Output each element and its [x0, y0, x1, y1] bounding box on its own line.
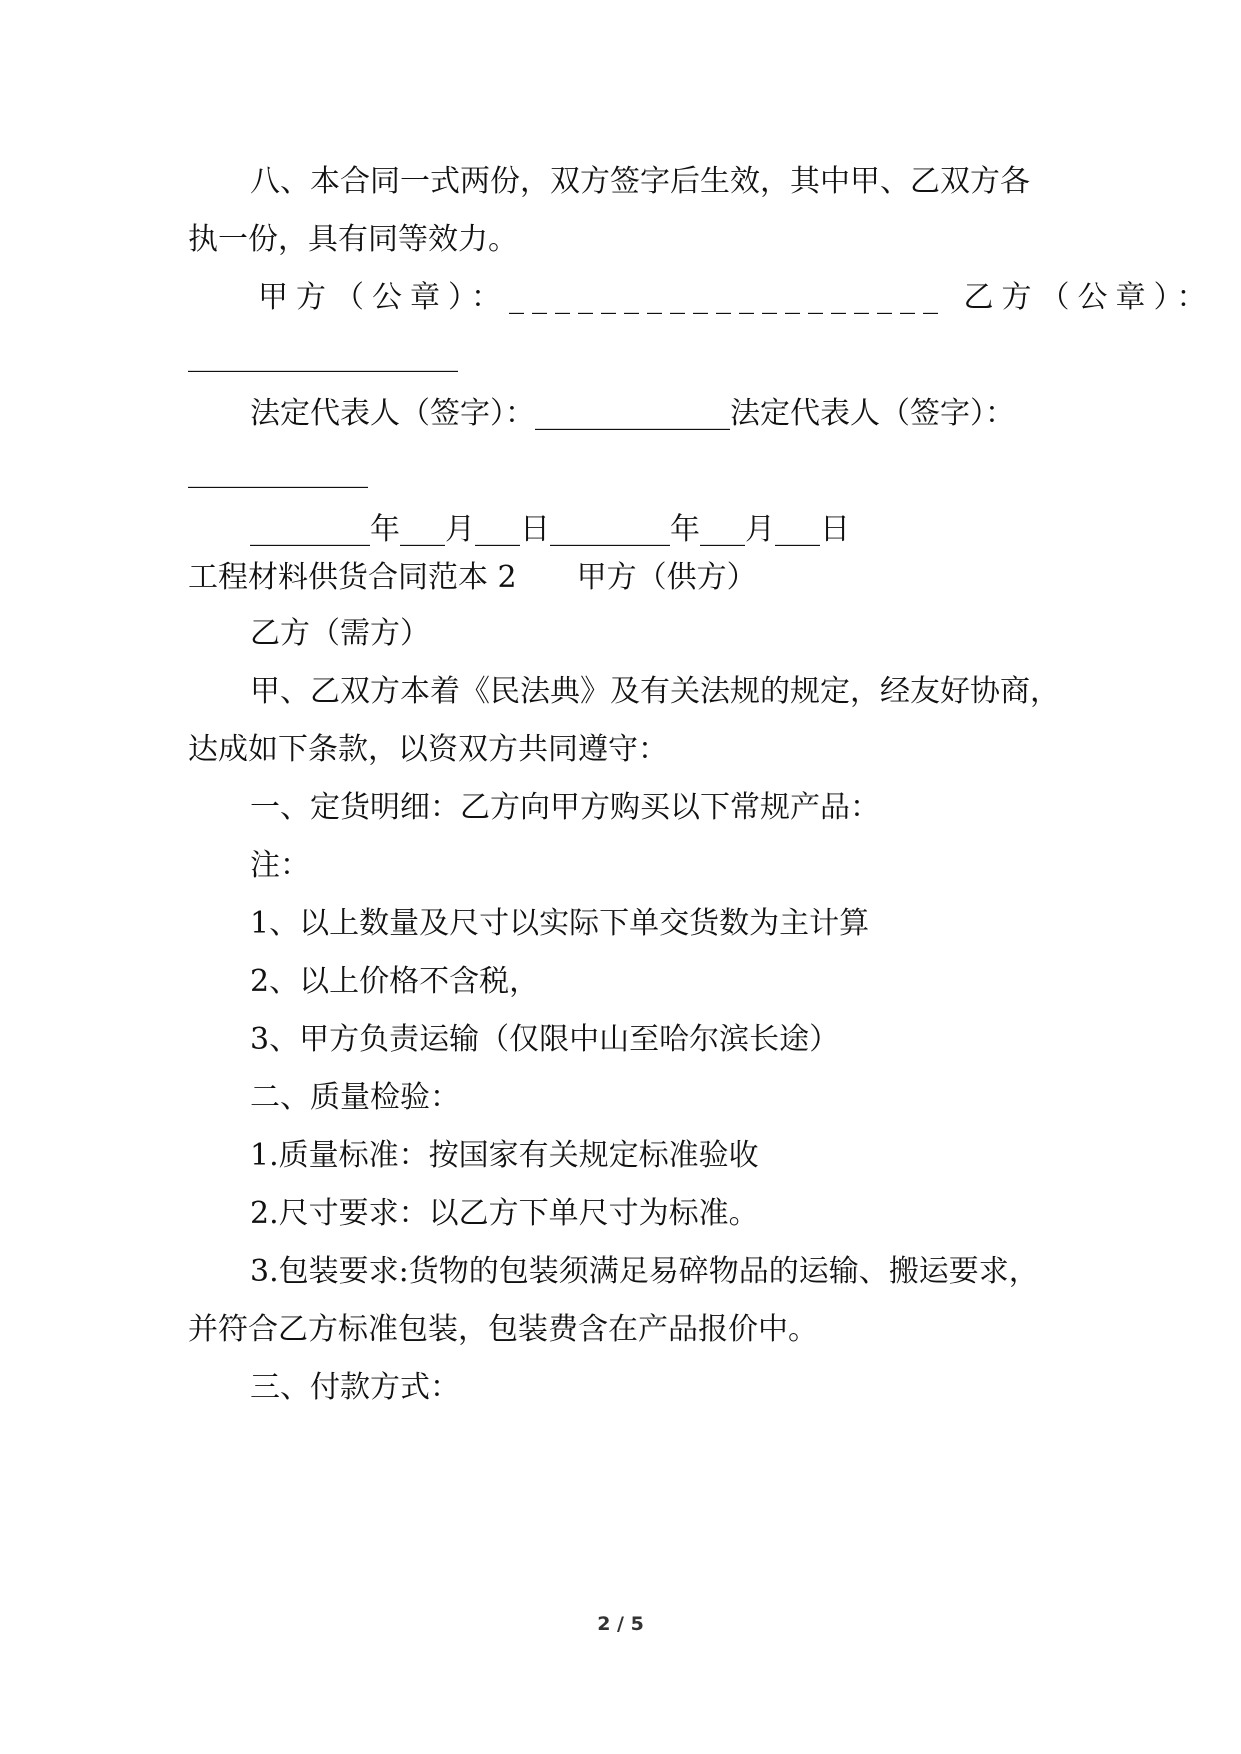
section-2-heading: 二、质量检验：: [250, 1080, 460, 1115]
party-a-seal-line: 甲方（公章）：___________________ 乙方（公章）：: [258, 280, 1215, 315]
clause-8-line-2: 执一份，具有同等效力。: [188, 222, 518, 257]
legal-representative-line: 法定代表人（签字）：_____________法定代表人（签字）：: [250, 396, 1015, 431]
section-1-heading: 一、定货明细：乙方向甲方购买以下常规产品：: [250, 790, 880, 825]
party-b-seal-blank: __________________: [188, 338, 458, 373]
contract-title-line: 工程材料供货合同范本 2 甲方（供方）: [188, 560, 757, 595]
legal-representative-blank: ____________: [188, 454, 368, 489]
preamble-line-2: 达成如下条款，以资双方共同遵守：: [188, 732, 668, 767]
note-heading: 注：: [250, 848, 310, 883]
preamble-line-1: 甲、乙双方本着《民法典》及有关法规的规定，经友好协商，: [250, 674, 1060, 709]
date-line: ________年___月___日________年___月___日: [250, 512, 850, 547]
packaging-requirement-line-1: 3.包装要求:货物的包装须满足易碎物品的运输、搬运要求，: [250, 1254, 1039, 1289]
note-item-1: 1、以上数量及尺寸以实际下单交货数为主计算: [250, 906, 870, 941]
party-b-line: 乙方（需方）: [250, 616, 430, 651]
section-3-heading: 三、付款方式：: [250, 1370, 460, 1405]
clause-8-line-1: 八、本合同一式两份，双方签字后生效，其中甲、乙双方各: [250, 164, 1030, 199]
page-number: 2 / 5: [597, 1613, 644, 1635]
quality-standard-item: 1.质量标准：按国家有关规定标准验收: [250, 1138, 759, 1173]
note-item-2: 2、以上价格不含税，: [250, 964, 540, 999]
packaging-requirement-line-2: 并符合乙方标准包装，包装费含在产品报价中。: [188, 1312, 818, 1347]
note-item-3: 3、甲方负责运输（仅限中山至哈尔滨长途）: [250, 1022, 840, 1057]
size-requirement-item: 2.尺寸要求：以乙方下单尺寸为标准。: [250, 1196, 759, 1231]
